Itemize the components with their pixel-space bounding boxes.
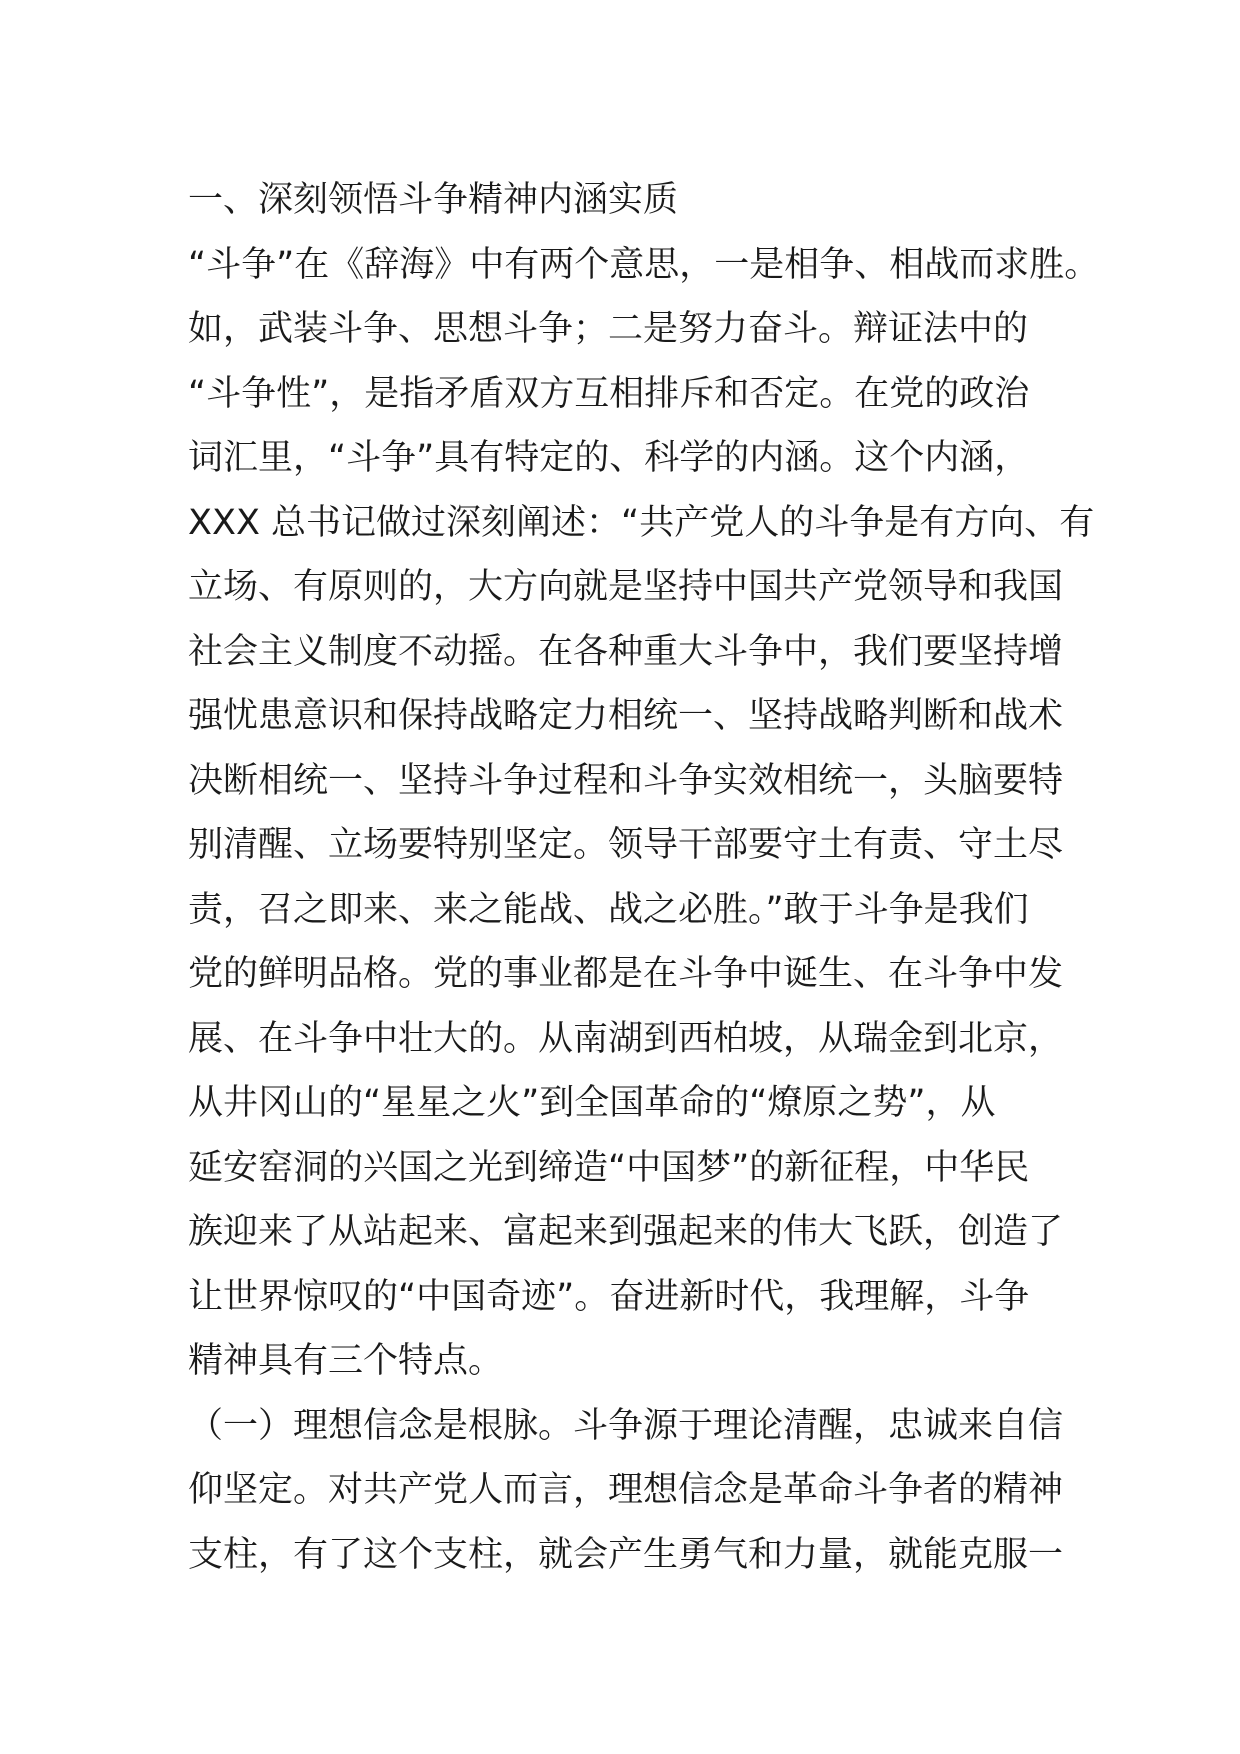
body-line: 强忧患意识和保持战略定力相统一、坚持战略判断和战术: [188, 696, 1064, 736]
body-line: 精神具有三个特点。: [188, 1341, 504, 1381]
section-heading: 一、深刻领悟斗争精神内涵实质: [188, 180, 679, 220]
body-line: 别清醒、立场要特别坚定。领导干部要守土有责、守土尽: [188, 825, 1064, 865]
body-line: “斗争性”，是指矛盾双方互相排斥和否定。在党的政治: [188, 373, 1030, 414]
body-line: 决断相统一、坚持斗争过程和斗争实效相统一，头脑要特: [188, 760, 1064, 801]
body-line: 责，召之即来、来之能战、战之必胜。”敢于斗争是我们: [188, 889, 1029, 930]
body-line: 党的鲜明品格。党的事业都是在斗争中诞生、在斗争中发: [188, 954, 1064, 994]
body-line: 从井冈山的“星星之火”到全国革命的“燎原之势”，从: [188, 1083, 996, 1123]
body-line: 仰坚定。对共产党人而言，理想信念是革命斗争者的精神: [188, 1470, 1064, 1510]
body-line: 立场、有原则的，大方向就是坚持中国共产党领导和我国: [188, 567, 1064, 607]
body-line: XXX 总书记做过深刻阐述：“共产党人的斗争是有方向、有: [188, 502, 1095, 543]
body-line: 词汇里，“斗争”具有特定的、科学的内涵。这个内涵，: [188, 438, 1030, 478]
body-line: 族迎来了从站起来、富起来到强起来的伟大飞跃，创造了: [188, 1212, 1064, 1252]
body-line: 社会主义制度不动摇。在各种重大斗争中，我们要坚持增: [188, 631, 1064, 672]
body-line: 支柱，有了这个支柱，就会产生勇气和力量，就能克服一: [188, 1534, 1064, 1575]
body-line: （一）理想信念是根脉。斗争源于理论清醒，忠诚来自信: [188, 1405, 1064, 1446]
body-line: 让世界惊叹的“中国奇迹”。奋进新时代，我理解，斗争: [188, 1276, 1030, 1317]
body-line: 如，武装斗争、思想斗争；二是努力奋斗。辩证法中的: [188, 309, 1029, 349]
body-line: 展、在斗争中壮大的。从南湖到西柏坡，从瑞金到北京，: [188, 1018, 1064, 1059]
body-line: “斗争”在《辞海》中有两个意思，一是相争、相战而求胜。: [188, 244, 1100, 285]
body-line: 延安窑洞的兴国之光到缔造“中国梦”的新征程，中华民: [188, 1147, 1030, 1188]
document-body: [188, 168, 1100, 1587]
